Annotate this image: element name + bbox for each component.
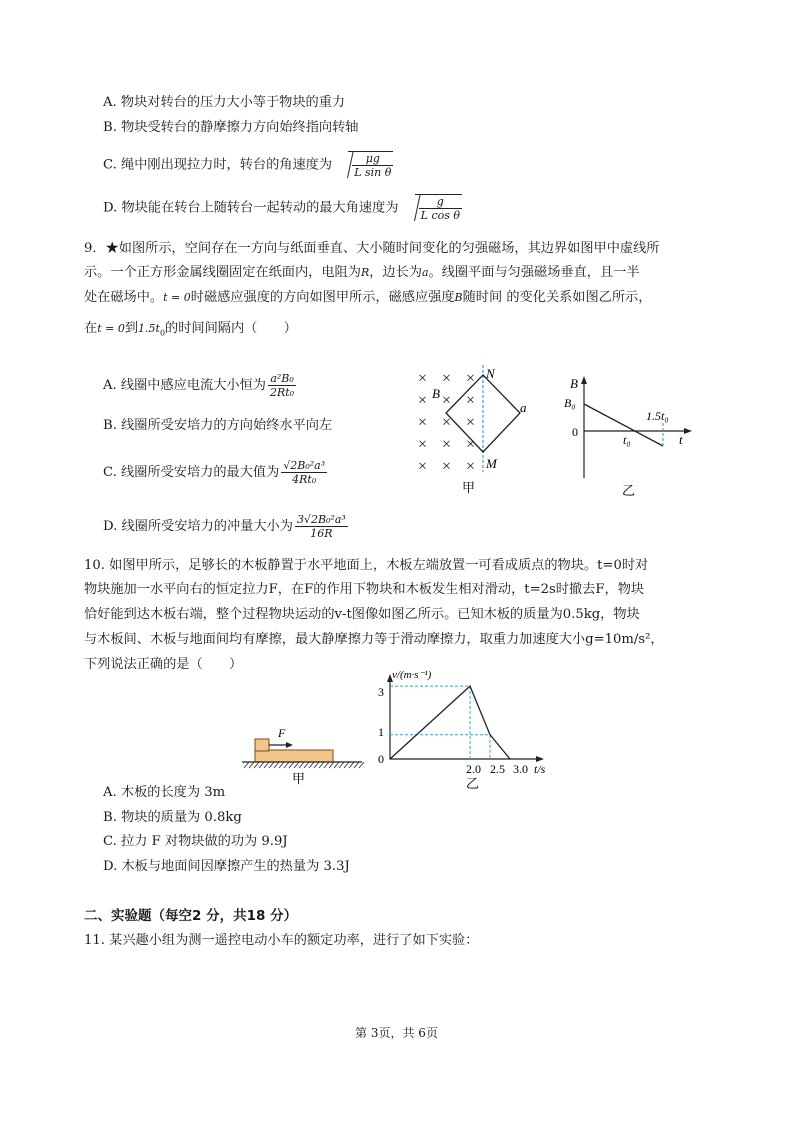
- cross-mark: ×: [466, 370, 476, 387]
- fraction-numerator: √2B₀²a³: [283, 459, 326, 472]
- hatch-line: [349, 762, 354, 768]
- cross-mark: ×: [418, 414, 428, 431]
- text: 到: [124, 321, 139, 336]
- option-label: D: [103, 519, 114, 534]
- var-b: B: [454, 291, 463, 304]
- hatch-line: [329, 762, 334, 768]
- tick-zero: 0: [572, 425, 578, 439]
- fraction-numerator: a²B₀: [268, 372, 296, 386]
- hatch-line: [304, 762, 309, 768]
- y-axis-arrow: [581, 376, 587, 384]
- option-label: B: [103, 418, 113, 433]
- label-m: M: [486, 456, 497, 471]
- caption-yi: 乙: [466, 776, 480, 791]
- label-b: B: [432, 386, 440, 401]
- fraction-denominator: 2Rt₀: [269, 386, 295, 399]
- fraction-denominator: 4Rt₀: [292, 473, 317, 486]
- option-text: 线圈所受安培力的方向始终水平向左: [121, 418, 333, 433]
- tick-y0: 0: [378, 752, 384, 766]
- text: 时磁感应强度的方向如图甲所示，磁感应强度: [190, 290, 455, 305]
- tick-x2-0: 2.0: [466, 762, 481, 776]
- q9-option-b: B. 线圈所受安培力的方向始终水平向左: [103, 418, 333, 433]
- label-n: N: [486, 366, 495, 381]
- hatch-line: [279, 762, 284, 768]
- hatch-line: [354, 762, 359, 768]
- fraction-denominator: L cos θ: [420, 209, 460, 222]
- q8-option-c: C. 绳中刚出现拉力时，转台的角速度为 $\frac{\mu g}{\text{L sin θ}}$: [103, 152, 392, 179]
- option-label: A: [103, 378, 113, 393]
- option-text: 线圈所受安培力的最大值为: [121, 465, 280, 480]
- hatch-line: [264, 762, 269, 768]
- sqrt-expression: [415, 194, 462, 222]
- cross-mark: ×: [418, 436, 428, 453]
- q9-option-c: C. 线圈所受安培力的最大值为 $\frac{\text{√2B₀²a³}}{\text{4Rt₀}}$: [103, 459, 326, 486]
- fraction-numerator: g: [419, 195, 462, 209]
- option-text: 线圈中感应电流大小恒为: [120, 378, 266, 393]
- var-r: R: [360, 266, 370, 279]
- fraction-numerator: 3√2B₀²a³: [296, 513, 346, 526]
- tick-t0: t₀: [623, 433, 631, 447]
- caption-jia: 甲: [462, 480, 476, 495]
- hatch-line: [244, 762, 249, 768]
- text: 处在磁场中。: [84, 290, 164, 305]
- hatch-line: [269, 762, 274, 768]
- cross-mark: ×: [442, 370, 452, 387]
- hatch-line: [299, 762, 304, 768]
- cross-mark: ×: [442, 436, 452, 453]
- hatch-line: [334, 762, 339, 768]
- q10-figure-yi: [362, 666, 552, 792]
- sqrt-expression: [348, 151, 393, 179]
- tick-x2-5: 2.5: [490, 762, 505, 776]
- force-arrowhead: [286, 742, 293, 748]
- cross-mark: ×: [418, 370, 428, 387]
- option-label: C: [103, 157, 113, 173]
- cross-mark: ×: [442, 414, 452, 431]
- guide-lines: [389, 686, 510, 760]
- hatch-line: [289, 762, 294, 768]
- q10-stem-line2: 物块施加一水平向右的恒定拉力F，在F的作用下物块和木板发生相对滑动，t=2s时撤去F，物块: [84, 582, 645, 597]
- option-label: C: [103, 465, 113, 480]
- var-a: a: [421, 266, 429, 279]
- text: ，边长为: [369, 265, 422, 280]
- hatch-line: [294, 762, 299, 768]
- tick-y1: 1: [378, 725, 384, 739]
- hatch-line: [254, 762, 259, 768]
- tick-x3-0: 3.0: [513, 762, 528, 776]
- q8-option-b: B. 物块受转台的静摩擦力方向始终指向转轴: [103, 120, 359, 135]
- cross-mark: ×: [418, 392, 428, 409]
- section-title: 二、实验题（每空2 分，共18 分）: [84, 908, 298, 924]
- q10-option-a: A. 木板的长度为 3m: [103, 785, 226, 800]
- q10-option-b: B. 物块的质量为 0.8kg: [103, 810, 242, 825]
- q9-stem-line4: [84, 320, 297, 343]
- subscript: 0: [159, 328, 166, 338]
- q10-figure-jia: [240, 722, 370, 788]
- hatch-line: [249, 762, 254, 768]
- q9-stem-line1: 9．★如图所示，空间存在一方向与纸面垂直、大小随时间变化的匀强磁场，其边界如图甲中虚线所: [84, 241, 660, 256]
- var-t: t = 0: [163, 291, 191, 304]
- q10-stem-line5: 下列说法正确的是（ ）: [84, 657, 243, 672]
- q8-option-d: D. 物块能在转台上随转台一起转动的最大角速度为 $\frac{g}{\text{L cos θ}}$: [103, 195, 460, 222]
- option-label: A: [103, 95, 113, 110]
- tick-1p5t0: 1.5t₀: [646, 409, 669, 423]
- q10-stem-line1: 10. 如图甲所示，足够长的木板静置于水平地面上，木板左端放置一可看成质点的物块。t=0时对: [84, 558, 649, 573]
- cross-mark: ×: [418, 458, 428, 475]
- xlabel-t: t/s: [534, 762, 546, 776]
- q10-stem-line3: 恰好能到达木板右端，整个过程物块运动的v-t图像如图乙所示。已知木板的质量为0.5kg，物块: [84, 607, 640, 622]
- hatch-line: [344, 762, 349, 768]
- magnetic-field-crosses: [418, 370, 475, 475]
- ylabel-b: B: [570, 376, 578, 391]
- caption-yi: 乙: [622, 483, 636, 498]
- q9-figure-yi: [560, 370, 700, 500]
- vt-series-line: [390, 686, 510, 759]
- q10-option-c: C. 拉力 F 对物块做的功为 9.9J: [103, 834, 288, 849]
- q8-option-a: A. 物块对转台的压力大小等于物块的重力: [103, 95, 346, 110]
- block: [255, 739, 269, 751]
- hatch-line: [339, 762, 344, 768]
- cross-mark: ×: [442, 392, 452, 409]
- fraction-denominator: 16R: [310, 527, 333, 540]
- hatch-line: [284, 762, 289, 768]
- caption-jia: 甲: [292, 771, 306, 786]
- wooden-board: [255, 750, 333, 762]
- hatch-line: [324, 762, 329, 768]
- q9-stem-line2: [84, 264, 640, 282]
- option-text: 绳中刚出现拉力时，转台的角速度为: [121, 157, 333, 173]
- cross-mark: ×: [442, 458, 452, 475]
- x-axis-arrow: [684, 428, 692, 434]
- q9-stem-line3: [84, 289, 651, 307]
- option-label: B: [103, 120, 113, 135]
- cross-mark: ×: [466, 414, 476, 431]
- cross-mark: ×: [466, 458, 476, 475]
- q10-option-d: D. 木板与地面间因摩擦产生的热量为 3.3J: [103, 859, 350, 874]
- var-t: 1.5t: [138, 322, 160, 335]
- text: 的时间间隔内（ ）: [165, 321, 297, 336]
- q9-figure-jia: [410, 360, 550, 500]
- hatch-line: [274, 762, 279, 768]
- cross-mark: ×: [466, 436, 476, 453]
- q9-option-a: A. 线圈中感应电流大小恒为 $\frac{\text{a²B₀}}{\text{2Rt₀}}$: [103, 372, 295, 399]
- q10-stem-line4: 与木板间、木板与地面间均有摩擦，最大静摩擦力等于滑动摩擦力，取重力加速度大小g=10m/s²，: [84, 632, 664, 647]
- text: 示。一个正方形金属线圈固定在纸面内，电阻为: [84, 265, 361, 280]
- page-footer: 第 3页，共 6页: [355, 1026, 438, 1040]
- option-text: 线圈所受安培力的冲量大小为: [121, 519, 293, 534]
- tick-b0: B₀: [564, 396, 576, 410]
- cross-mark: ×: [466, 392, 476, 409]
- fraction-numerator: μg: [352, 152, 393, 166]
- option-text: 物块能在转台上随转台一起转动的最大角速度为: [121, 200, 399, 216]
- label-a: a: [520, 400, 527, 415]
- option-text: 物块受转台的静摩擦力方向始终指向转轴: [121, 120, 359, 135]
- q9-option-d: D. 线圈所受安培力的冲量大小为 $\frac{\text{3√2B₀²a³}}{16R}$: [103, 513, 346, 540]
- tick-y3: 3: [378, 685, 384, 699]
- xlabel-t: t: [679, 432, 683, 447]
- hatch-line: [259, 762, 264, 768]
- q11-stem: 11. 某兴趣小组为测一遥控电动小车的额定功率，进行了如下实验：: [84, 933, 479, 948]
- hatch-line: [314, 762, 319, 768]
- text: 。线圈平面与匀强磁场垂直，且一半: [428, 265, 640, 280]
- ylabel-v: v/(m·s⁻¹): [392, 669, 432, 681]
- text: 在: [84, 321, 98, 336]
- text: 随时间 的变化关系如图乙所示，: [462, 290, 652, 305]
- hatch-line: [309, 762, 314, 768]
- option-label: D: [103, 200, 114, 216]
- var-t: t = 0: [97, 322, 125, 335]
- label-f: F: [278, 726, 286, 740]
- ground-hatching: [244, 762, 364, 768]
- fraction-denominator: L sin θ: [354, 166, 392, 179]
- option-text: 物块对转台的压力大小等于物块的重力: [120, 95, 346, 110]
- hatch-line: [319, 762, 324, 768]
